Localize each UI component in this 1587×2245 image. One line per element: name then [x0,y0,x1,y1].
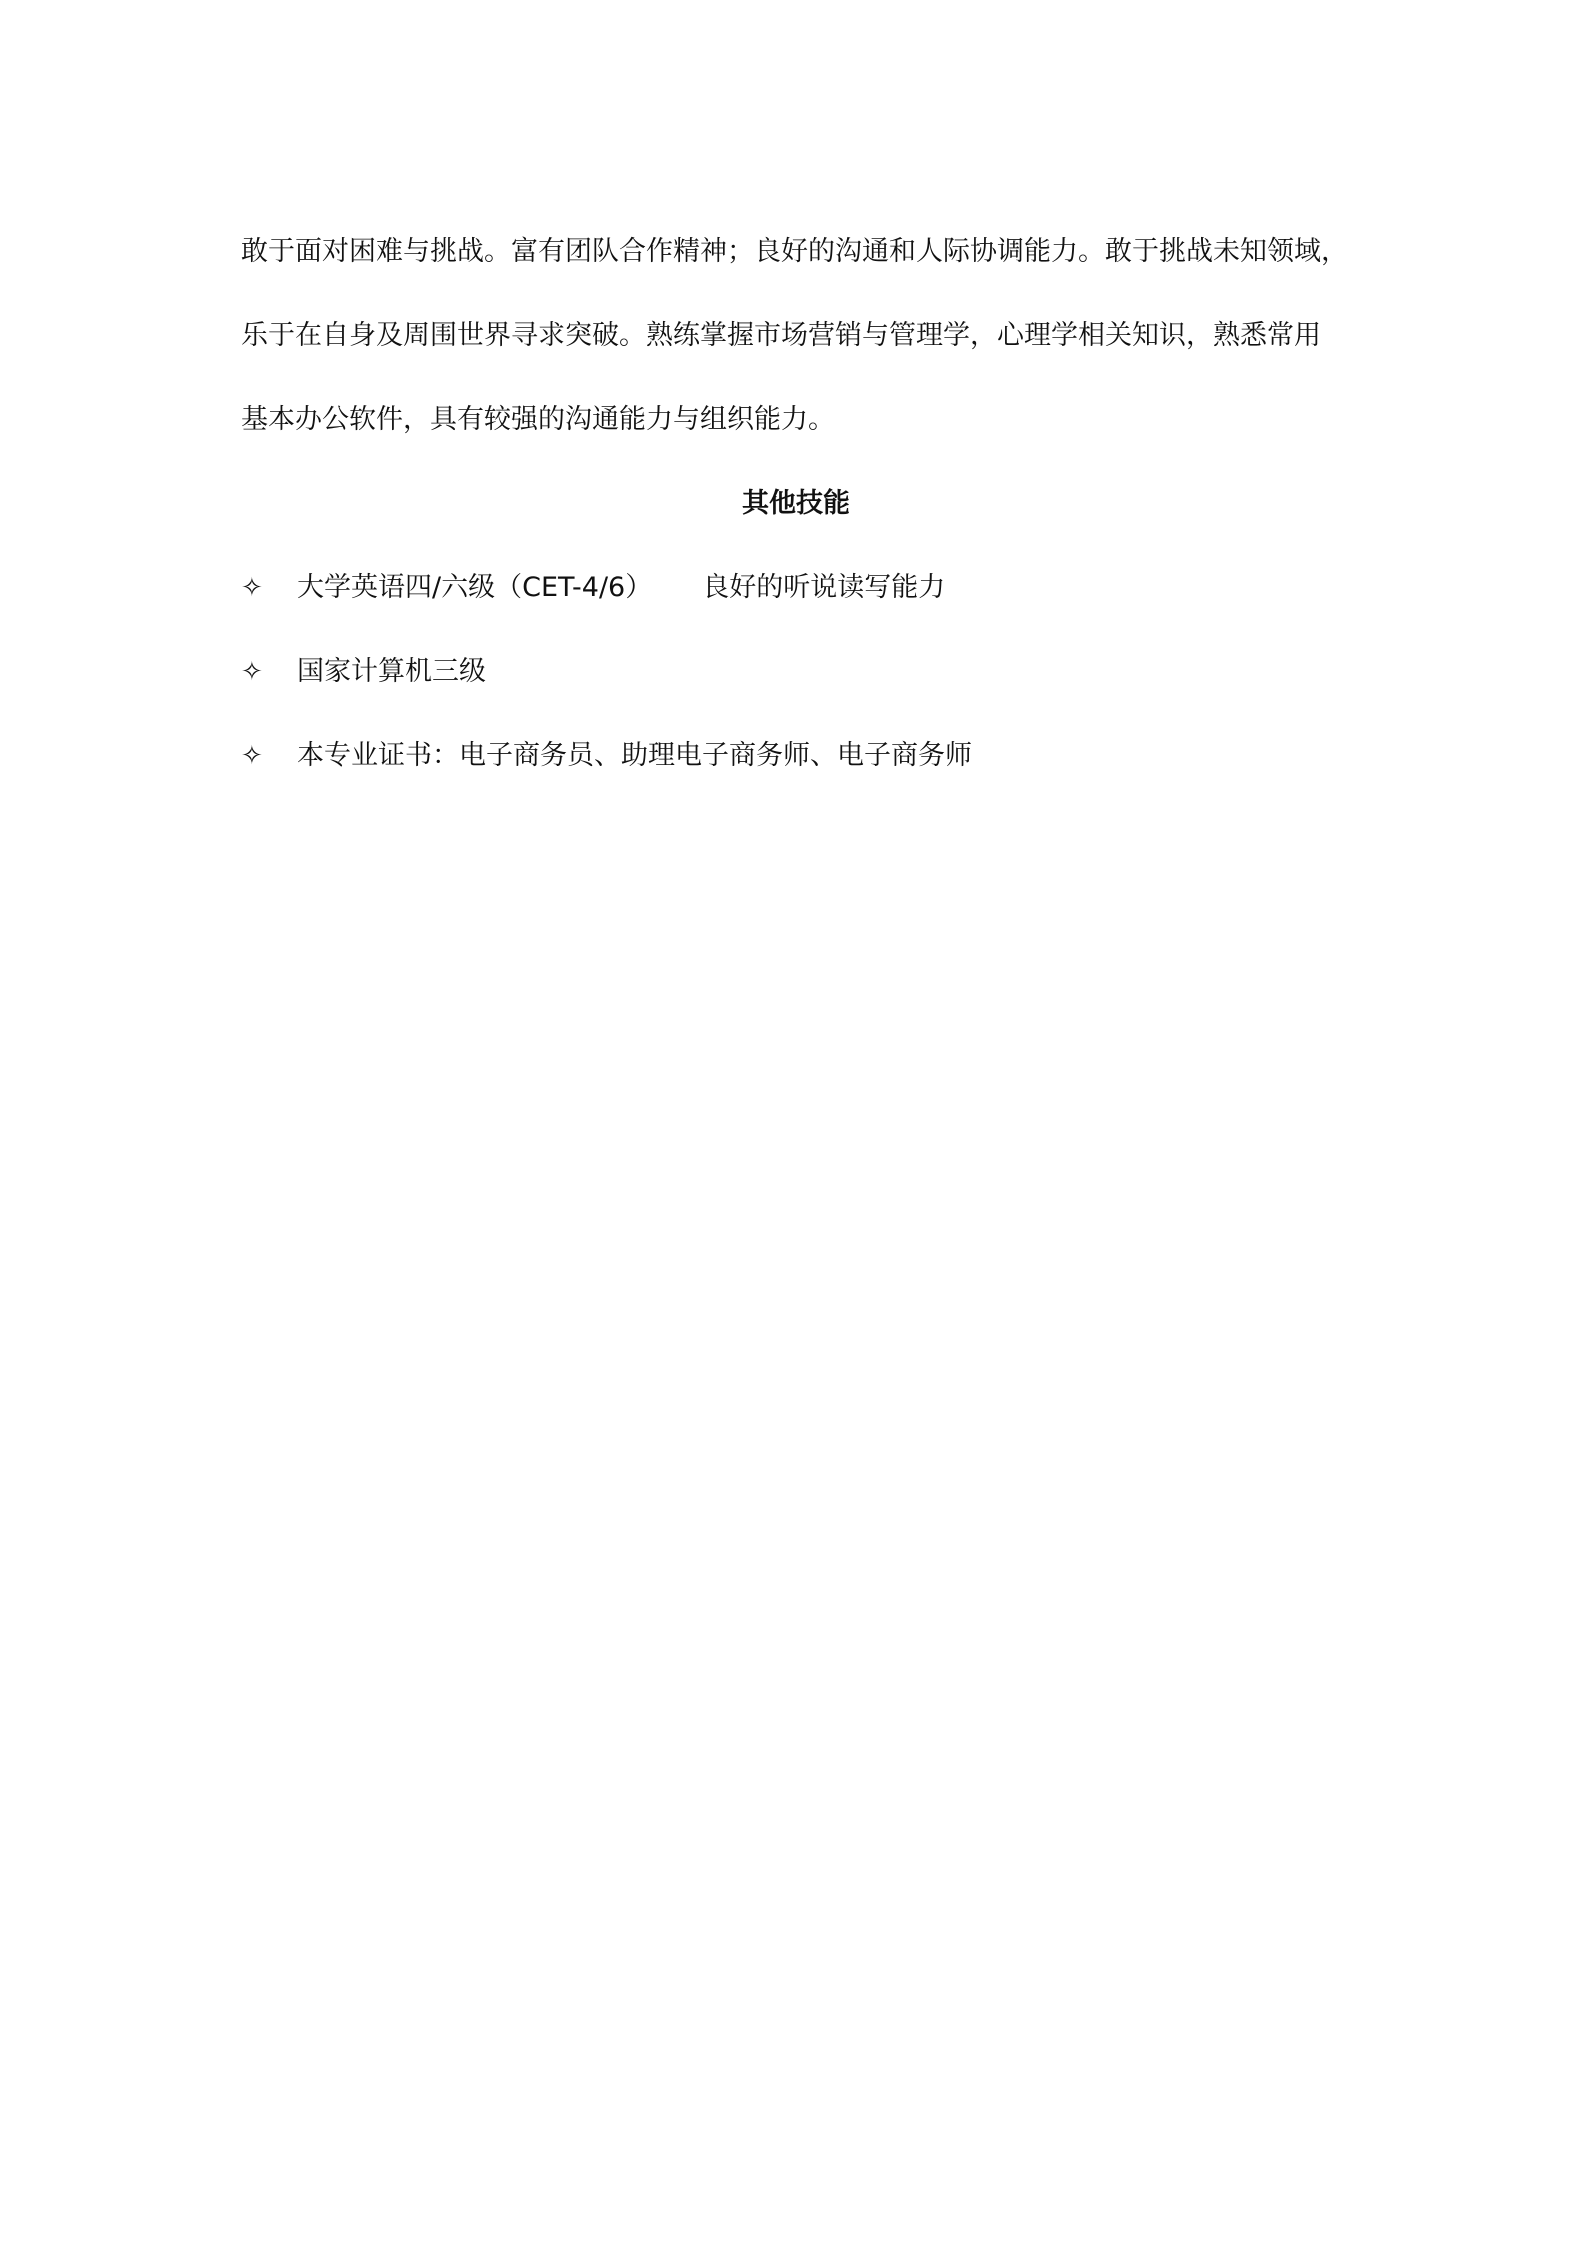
list-item [241,546,1351,630]
sparkle-bullet-icon: ✧ [241,657,263,687]
list-item [241,714,1351,798]
skill-text: 国家计算机三级 [297,656,486,687]
list-item [241,630,1351,714]
self-evaluation-paragraph [241,210,1351,462]
section-title: 其他技能 [742,488,850,519]
paragraph-line: 乐于在自身及周围世界寻求突破。熟练掌握市场营销与管理学，心理学相关知识，熟悉常用 [241,320,1321,351]
skills-list [241,546,1351,798]
skill-note: 良好的听说读写能力 [702,572,946,603]
skill-text: 本专业证书：电子商务员、助理电子商务师、电子商务师 [297,740,972,771]
paragraph-line: 基本办公软件，具有较强的沟通能力与组织能力。 [241,404,835,435]
paragraph-line: 敢于面对困难与挑战。富有团队合作精神；良好的沟通和人际协调能力。敢于挑战未知领域， [241,236,1348,267]
document-content [241,210,1351,798]
sparkle-bullet-icon: ✧ [241,741,263,771]
skill-text: 大学英语四/六级（CET-4/6） [297,572,653,603]
sparkle-bullet-icon: ✧ [241,573,263,603]
